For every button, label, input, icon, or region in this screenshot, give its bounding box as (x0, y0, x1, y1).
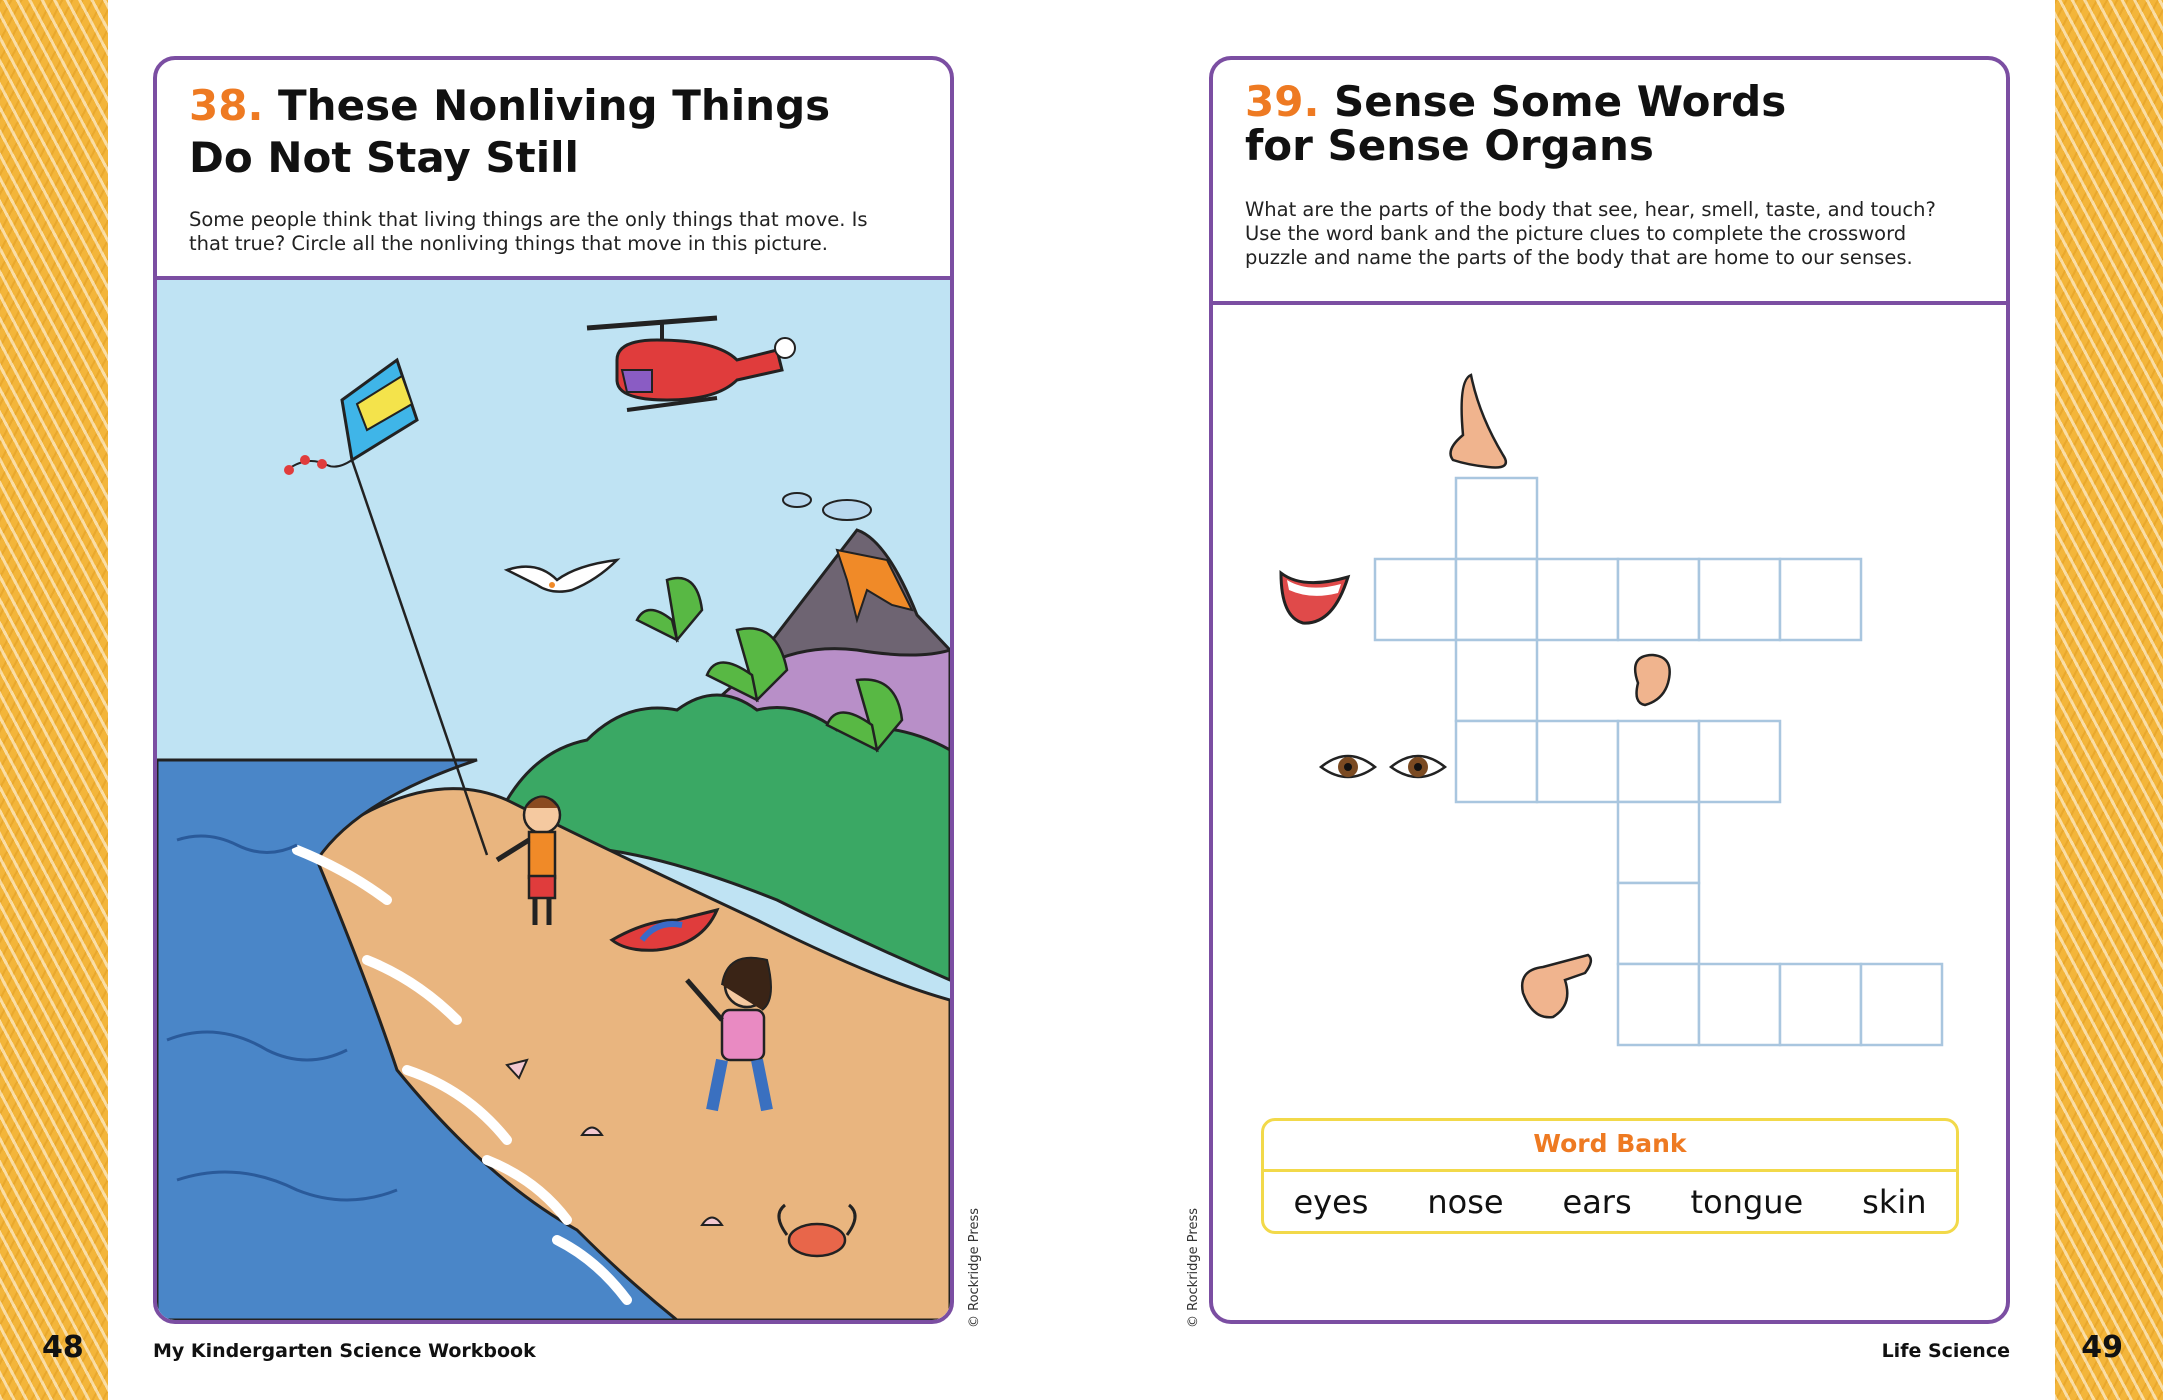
activity-38-title (189, 80, 830, 184)
activity-38-header (157, 60, 950, 280)
crossword-cell[interactable] (1780, 559, 1861, 640)
crossword-cell[interactable] (1456, 478, 1537, 559)
activity-39-credit: © Rockridge Press (1186, 1207, 1201, 1328)
crossword-cell[interactable] (1618, 721, 1699, 802)
crayon-stripe-right (2055, 0, 2163, 1400)
word-bank-divider (1264, 1169, 1956, 1172)
word-bank-word: tongue (1690, 1183, 1804, 1221)
activity-38-title-line2: Do Not Stay Still (189, 133, 579, 182)
crossword-cell[interactable] (1456, 640, 1537, 721)
word-bank-word: nose (1427, 1183, 1504, 1221)
crossword-cell[interactable] (1537, 559, 1618, 640)
activity-39-title (1245, 77, 1787, 170)
crossword-cell[interactable] (1618, 964, 1699, 1045)
section-footer: Life Science (1881, 1340, 2010, 1362)
crossword-cell[interactable] (1699, 559, 1780, 640)
nose-icon (1451, 375, 1506, 468)
activity-39-panel (1209, 56, 2010, 1324)
crossword-cell[interactable] (1699, 964, 1780, 1045)
beach-scene-illustration (157, 280, 950, 1320)
crayon-stripe-left (0, 0, 108, 1400)
activity-38-credit: © Rockridge Press (967, 1207, 982, 1328)
activity-38-title-line1: These Nonliving Things (278, 81, 831, 130)
word-bank-words (1264, 1183, 1956, 1221)
crossword-cell[interactable] (1861, 964, 1942, 1045)
activity-39-number: 39. (1245, 77, 1320, 126)
mouth-icon (1281, 573, 1348, 623)
crossword-cell[interactable] (1618, 802, 1699, 883)
word-bank-word: skin (1862, 1183, 1927, 1221)
crossword-cell[interactable] (1618, 559, 1699, 640)
ear-icon (1635, 655, 1670, 705)
crossword-cell[interactable] (1375, 559, 1456, 640)
word-bank-title: Word Bank (1533, 1129, 1687, 1158)
crossword-cell[interactable] (1780, 964, 1861, 1045)
crossword-cell[interactable] (1699, 721, 1780, 802)
activity-39-instructions: What are the parts of the body that see, hear, smell, taste, and touch? Use the word bank and the picture clues to complete the crossword puzzle and name the parts of the body that are home to our senses. (1245, 198, 1936, 269)
crossword-cell[interactable] (1456, 721, 1537, 802)
book-title-footer: My Kindergarten Science Workbook (153, 1340, 536, 1362)
activity-39-title-line1: Sense Some Words (1334, 77, 1787, 126)
crossword-grid[interactable] (1375, 478, 1942, 1045)
finger-icon (1522, 955, 1591, 1017)
activity-39-header (1213, 60, 2006, 305)
activity-38-number: 38. (189, 81, 264, 130)
word-bank-word: ears (1562, 1183, 1632, 1221)
word-bank (1261, 1118, 1959, 1234)
page-number-left: 48 (42, 1330, 84, 1365)
page-number-right: 49 (2081, 1330, 2123, 1365)
activity-38-panel (153, 56, 954, 1324)
crossword-cell[interactable] (1456, 559, 1537, 640)
activity-38-instructions: Some people think that living things are the only things that move. Is that true? Circle all the nonliving things that move in this picture. (189, 208, 868, 255)
word-bank-word: eyes (1293, 1183, 1369, 1221)
crossword-cell[interactable] (1537, 721, 1618, 802)
activity-39-title-line2: for Sense Organs (1245, 121, 1654, 170)
crossword-cell[interactable] (1618, 883, 1699, 964)
eyes-icon (1321, 756, 1445, 777)
